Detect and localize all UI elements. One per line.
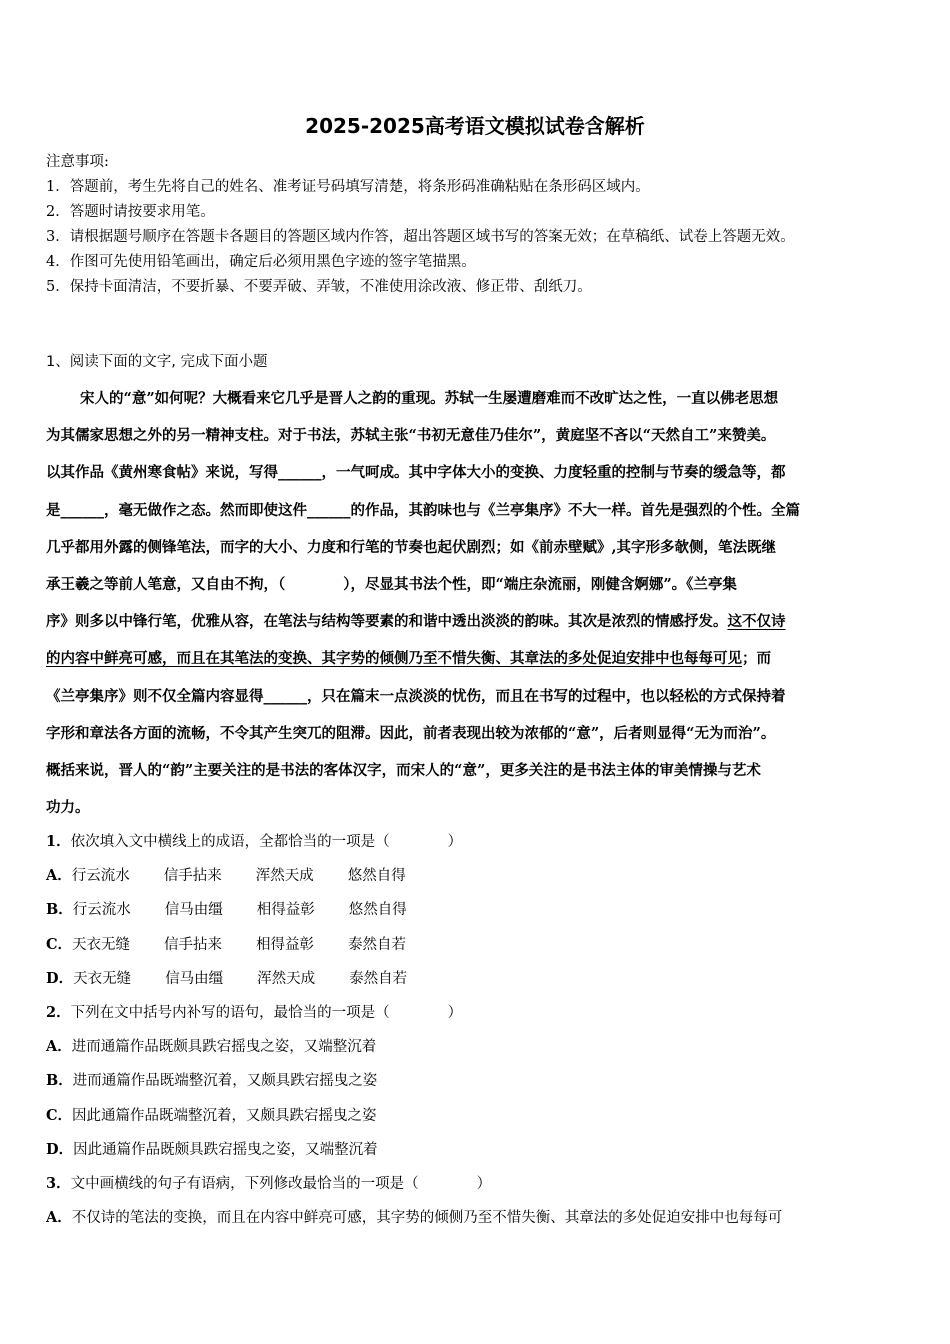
option-letter: A． [46, 867, 72, 885]
reading-passage [46, 380, 916, 826]
option-idiom: 行云流水 [72, 902, 131, 919]
option-idiom: 信手拈来 [164, 936, 223, 953]
passage-line: 《兰亭集序》则不仅全篇内容显得______，只在篇末一点淡淡的忧伤，而且在书写的过程中，也以轻松的方式保持着 [46, 687, 786, 705]
option-idiom: 泰然自若 [348, 936, 407, 953]
option-letter: A． [46, 1209, 72, 1227]
option-text: 因此通篇作品既端整沉着，又颇具跌宕摇曳之姿 [72, 1107, 377, 1124]
passage-line: 承王羲之等前人笔意，又自由不拘，（ ），尽显其书法个性，即“端庄杂流丽，刚健含婀娜”。《兰亭集 [46, 575, 737, 593]
passage-text: ；而 [742, 650, 771, 668]
option-idiom: 相得益彰 [256, 936, 315, 953]
option-idiom: 泰然自若 [349, 970, 408, 987]
question-number: 2． [46, 1003, 71, 1021]
notice-item: 2．答题时请按要求用笔。 [46, 204, 215, 220]
option-letter: A． [46, 1038, 72, 1056]
notice-item: 5．保持卡面清洁，不要折暴、不要弄破、弄皱，不准使用涂改液、修正带、刮纸刀。 [46, 279, 592, 295]
answer-option[interactable] [46, 1099, 916, 1133]
underlined-sentence: 这不仅诗 [727, 613, 786, 631]
answer-option[interactable] [46, 1133, 916, 1167]
option-idiom: 浑然天成 [255, 868, 314, 885]
passage-line [46, 640, 916, 677]
passage-line: 是______，毫无做作之态。然而即使这件______的作品，其韵味也与《兰亭集序》不大一样。首先是强烈的个性。全篇 [46, 501, 800, 519]
passage-line: 概括来说，晋人的“韵”主要关注的是书法的客体汉字，而宋人的“意”，更多关注的是书法主体的审美情操与艺术 [46, 761, 761, 779]
option-idiom: 悠然自得 [348, 902, 407, 919]
option-idiom: 天衣无缝 [72, 936, 131, 953]
option-letter: D． [46, 1140, 74, 1158]
option-idiom: 相得益彰 [256, 902, 315, 919]
underlined-sentence: 的内容中鲜亮可感，而且在其笔法的变换、其字势的倾侧乃至不惜失衡、其章法的多处促迫安排中也每每可见 [46, 650, 742, 668]
question-number: 3． [46, 1174, 71, 1192]
answer-option[interactable] [46, 1030, 916, 1064]
option-text: 不仅诗的笔法的变换，而且在内容中鲜亮可感，其字势的倾侧乃至不惜失衡、其章法的多处促迫安排中也每每可 [71, 1210, 783, 1227]
question-text: 文中画横线的句子有语病，下列修改最恰当的一项是（ ） [70, 1175, 492, 1192]
notice-section [46, 150, 916, 300]
option-letter: C． [46, 935, 73, 953]
question-text: 下列在文中括号内补写的语句，最恰当的一项是（ ） [70, 1004, 463, 1021]
question-stem [46, 996, 916, 1030]
question-number: 1． [46, 833, 71, 850]
passage-line: 字形和章法各方面的流畅，不令其产生突兀的阻滞。因此，前者表现出较为浓郁的“意”，后者则显得“无为而治”。 [46, 724, 776, 742]
option-idiom: 信马由缰 [165, 970, 224, 987]
option-text: 进而通篇作品既端整沉着，又颇具跌宕摇曳之姿 [72, 1073, 378, 1090]
answer-option[interactable] [46, 928, 916, 962]
answer-option[interactable] [46, 893, 916, 927]
option-idiom: 悠然自得 [347, 868, 406, 885]
option-text: 进而通篇作品既颇具跌宕摇曳之姿，又端整沉着 [71, 1039, 377, 1056]
question-group-heading: 1、阅读下面的文字, 完成下面小题 [46, 354, 268, 370]
passage-text: 序》则多以中锋行笔，优雅从容，在笔法与结构等要素的和谐中透出淡淡的韵味。其次是浓烈的情感抒发。 [46, 613, 728, 631]
answer-option[interactable] [46, 1064, 916, 1098]
notice-item: 1．答题前，考生先将自己的姓名、准考证号码填写清楚，将条形码准确粘贴在条形码区域内。 [46, 179, 650, 195]
passage-line [46, 603, 916, 640]
notice-item: 3．请根据题号顺序在答题卡各题目的答题区域内作答，超出答题区域书写的答案无效；在草稿纸、试卷上答题无效。 [46, 229, 795, 245]
question-text: 依次填入文中横线上的成语，全都恰当的一项是（ ） [70, 834, 463, 850]
question-stem [46, 1167, 916, 1201]
answer-option[interactable] [46, 859, 916, 893]
passage-line: 几乎都用外露的侧锋笔法，而字的大小、力度和行笔的节奏也起伏剧烈；如《前赤壁赋》,其字形多欹侧，笔法既继 [46, 538, 777, 556]
option-idiom: 浑然天成 [257, 970, 316, 987]
notice-heading: 注意事项: [46, 154, 109, 170]
notice-item: 4．作图可先使用铅笔画出，确定后必须用黑色字迹的签字笔描黑。 [46, 254, 476, 270]
option-letter: B． [46, 1072, 73, 1090]
questions-section [46, 825, 916, 1235]
option-text: 因此通篇作品既颇具跌宕摇曳之姿，又端整沉着 [73, 1141, 378, 1158]
question-stem [46, 825, 916, 859]
page-title: 2025-2025高考语文模拟试卷含解析 [305, 114, 645, 138]
answer-option[interactable] [46, 1201, 916, 1235]
passage-line: 为其儒家思想之外的另一精神支柱。对于书法，苏轼主张“书初无意佳乃佳尔”，黄庭坚不吝以“天然自工”来赞美。 [46, 427, 776, 445]
passage-line: 以其作品《黄州寒食帖》来说，写得______，一气呵成。其中字体大小的变换、力度轻重的控制与节奏的缓急等，都 [46, 464, 786, 482]
answer-option[interactable] [46, 962, 916, 996]
passage-line: 功力。 [46, 799, 90, 817]
option-letter: C． [46, 1106, 73, 1124]
option-idiom: 信手拈来 [163, 868, 222, 885]
option-letter: B． [46, 901, 73, 919]
option-idiom: 信马由缰 [164, 902, 223, 919]
passage-line: 宋人的“意”如何呢？大概看来它几乎是晋人之韵的重现。苏轼一生屡遭磨难而不改旷达之性，一直以佛老思想 [80, 390, 779, 407]
option-idiom: 天衣无缝 [73, 970, 132, 987]
option-idiom: 行云流水 [71, 868, 130, 885]
option-letter: D． [46, 969, 74, 987]
